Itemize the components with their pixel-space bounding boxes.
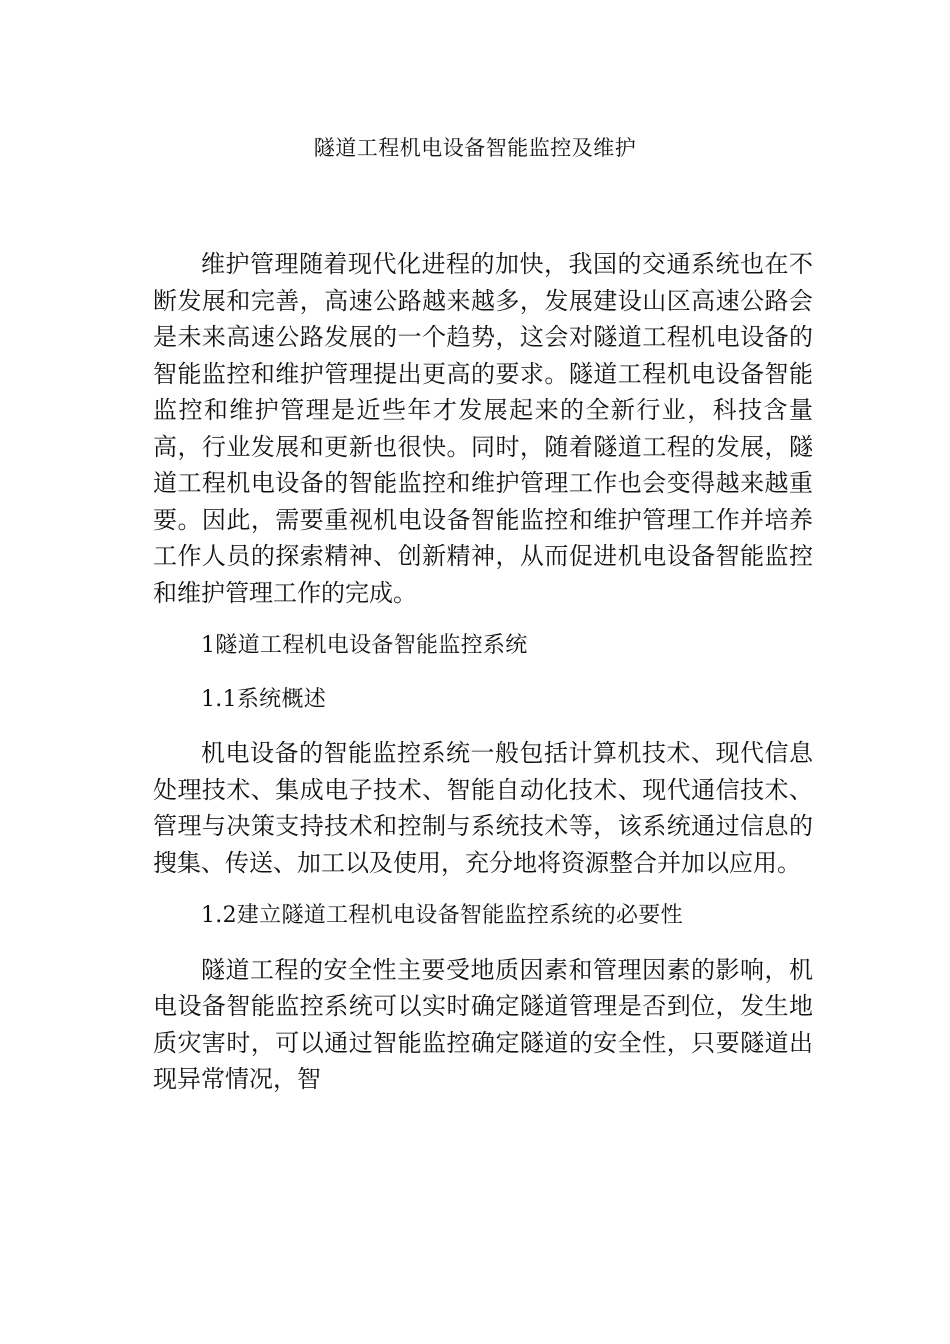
section-heading-1: 1隧道工程机电设备智能监控系统: [201, 633, 528, 658]
subsection-heading-1-1: 1.1系统概述: [201, 686, 327, 712]
paragraph-necessity: 隧道工程的安全性主要受地质因素和管理因素的影响，机电设备智能监控系统可以实时确定隧道管理是否到位，发生地质灾害时，可以通过智能监控确定隧道的安全性，只要隧道出现异常情况，智: [153, 955, 813, 1093]
paragraph-system-overview: 机电设备的智能监控系统一般包括计算机技术、现代信息处理技术、集成电子技术、智能自动化技术、现代通信技术、管理与决策支持技术和控制与系统技术等，该系统通过信息的搜集、传送、加工以及使用，充分地将资源整合并加以应用。: [153, 739, 813, 877]
subsection-heading-1-2: 1.2建立隧道工程机电设备智能监控系统的必要性: [201, 903, 683, 928]
document-body: [153, 246, 813, 1115]
paragraph-intro: 维护管理随着现代化进程的加快，我国的交通系统也在不断发展和完善，高速公路越来越多，发展建设山区高速公路会是未来高速公路发展的一个趋势，这会对隧道工程机电设备的智能监控和维护管理提出更高的要求。隧道工程机电设备智能监控和维护管理是近些年才发展起来的全新行业，科技含量高，行业发展和更新也很快。同时，随着隧道工程的发展，隧道工程机电设备的智能监控和维护管理工作也会变得越来越重要。因此，需要重视机电设备智能监控和维护管理工作并培养工作人员的探索精神、创新精神，从而促进机电设备智能监控和维护管理工作的完成。: [153, 250, 813, 607]
document-title: 隧道工程机电设备智能监控及维护: [313, 136, 637, 160]
